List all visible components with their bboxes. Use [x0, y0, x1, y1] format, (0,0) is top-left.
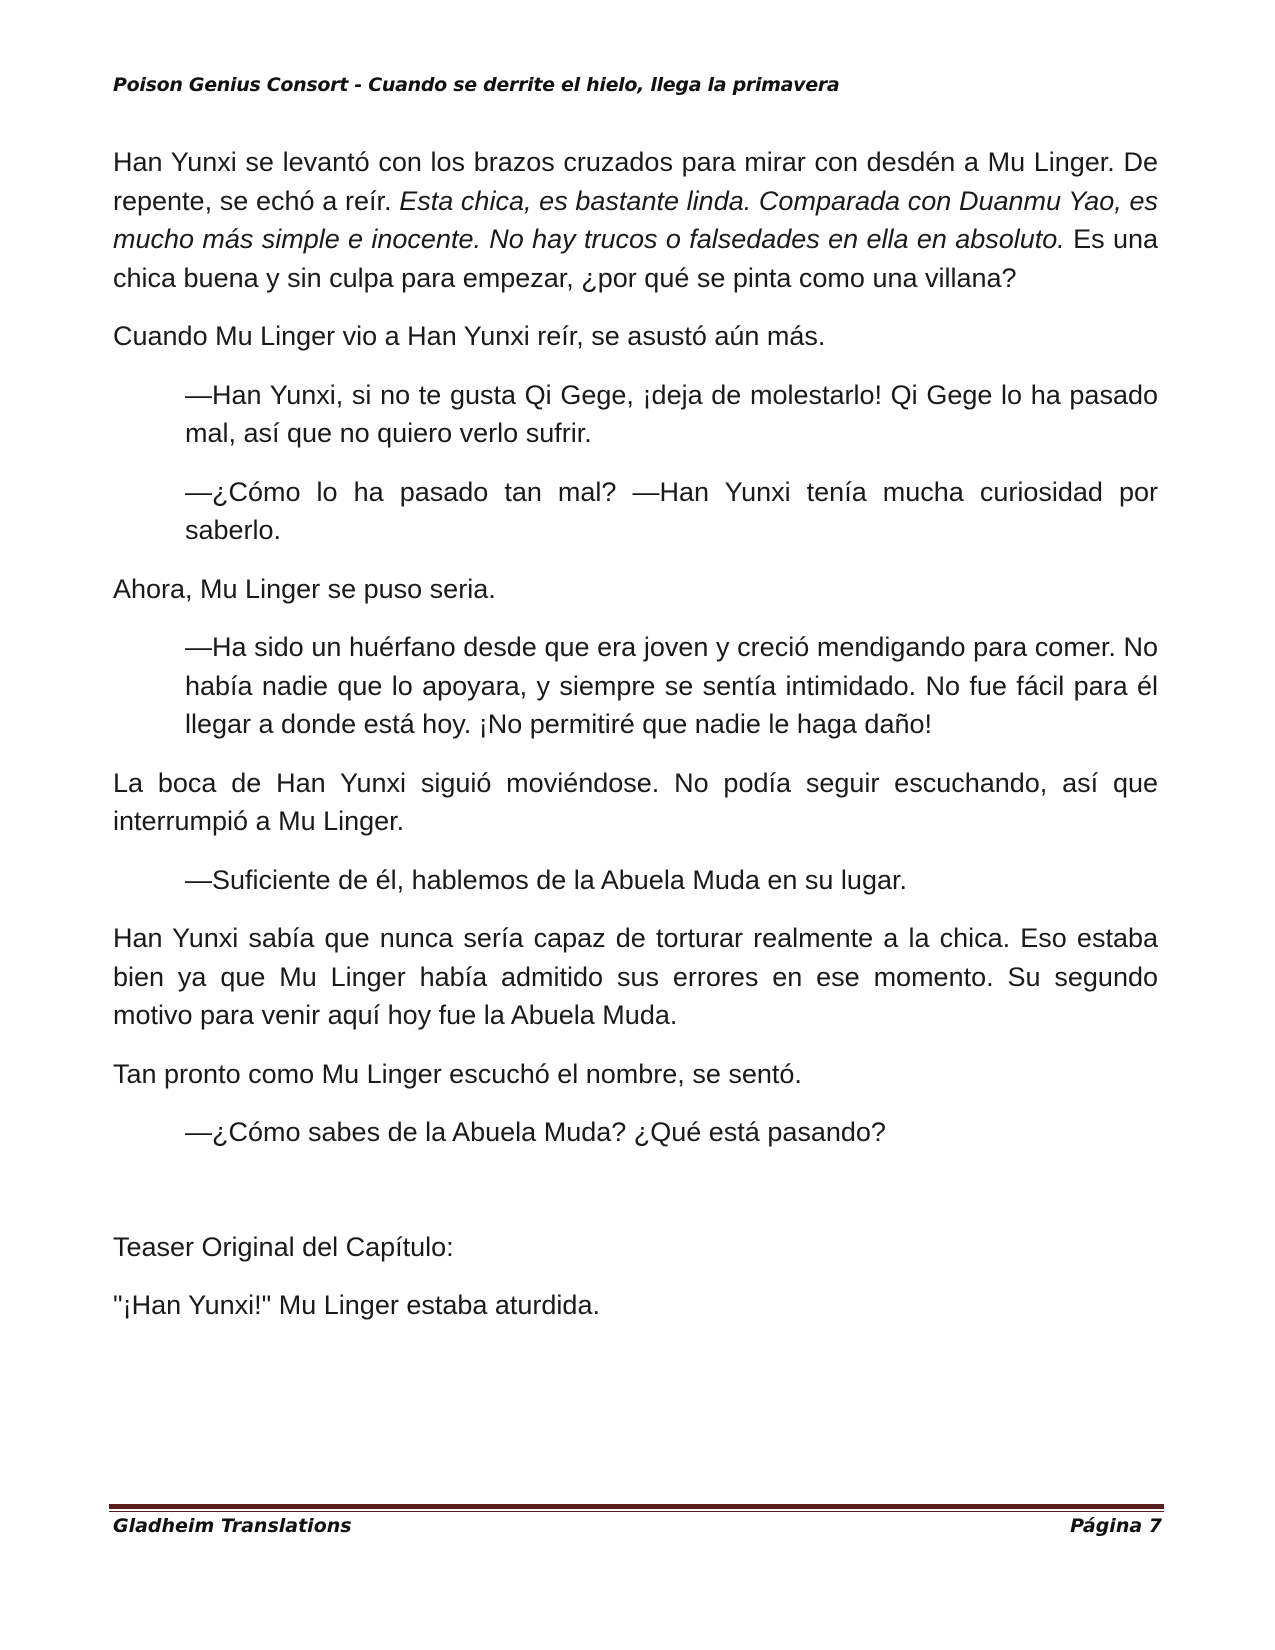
paragraph-1	[113, 143, 1158, 297]
footer-translator: Gladheim Translations	[113, 1515, 352, 1537]
page-header: Poison Genius Consort - Cuando se derrite el hielo, llega la primavera	[113, 74, 840, 96]
teaser-heading: Teaser Original del Capítulo:	[113, 1231, 454, 1262]
footer-page-number: Página 7	[1070, 1515, 1162, 1537]
dialogue-1: —Han Yunxi, si no te gusta Qi Gege, ¡deja de molestarlo! Qi Gege lo ha pasado mal, así que no quiero verlo sufrir.	[185, 379, 1158, 448]
paragraph-1-text-c: Es una chica buena y sin culpa para empezar, ¿por qué se pinta como una villana?	[113, 224, 1159, 293]
paragraph-5: Han Yunxi sabía que nunca sería capaz de torturar realmente a la chica. Eso estaba bien ya que Mu Linger había admitido sus errores en ese momento. Su segundo motivo para venir aquí hoy fue la Abuela Muda.	[113, 923, 1158, 1030]
dialogue-3: —Ha sido un huérfano desde que era joven y creció mendigando para comer. No había nadie que lo apoyara, y siempre se sentía intimidado. No fue fácil para él llegar a donde está hoy. ¡No permitiré que nadie le haga daño!	[185, 632, 1158, 739]
teaser-text: "¡Han Yunxi!" Mu Linger estaba aturdida.	[113, 1290, 600, 1320]
paragraph-3: Ahora, Mu Linger se puso seria.	[113, 573, 496, 604]
dialogue-5: —¿Cómo sabes de la Abuela Muda? ¿Qué está pasando?	[185, 1117, 886, 1147]
paragraph-1-italic-thought: Esta chica, es bastante linda. Comparada con Duanmu Yao, es mucho más simple e inocente. No hay trucos o falsedades en ella en absoluto.	[113, 185, 1158, 254]
document-body	[113, 143, 1158, 1345]
footer-rule-thin	[109, 1511, 1164, 1512]
paragraph-4: La boca de Han Yunxi siguió moviéndose. No podía seguir escuchando, así que interrumpió a Mu Linger.	[113, 767, 1158, 836]
footer-rule-thick	[109, 1504, 1164, 1509]
paragraph-6: Tan pronto como Mu Linger escuchó el nombre, se sentó.	[113, 1058, 802, 1089]
dialogue-4: —Suficiente de él, hablemos de la Abuela Muda en su lugar.	[185, 864, 907, 895]
paragraph-1-text-a: Han Yunxi se levantó con los brazos cruzados para mirar con desdén a Mu Linger. De repente, se echó a reír.	[113, 147, 1158, 216]
paragraph-2: Cuando Mu Linger vio a Han Yunxi reír, se asustó aún más.	[113, 321, 826, 351]
dialogue-2: —¿Cómo lo ha pasado tan mal? —Han Yunxi tenía mucha curiosidad por saberlo.	[185, 476, 1158, 545]
